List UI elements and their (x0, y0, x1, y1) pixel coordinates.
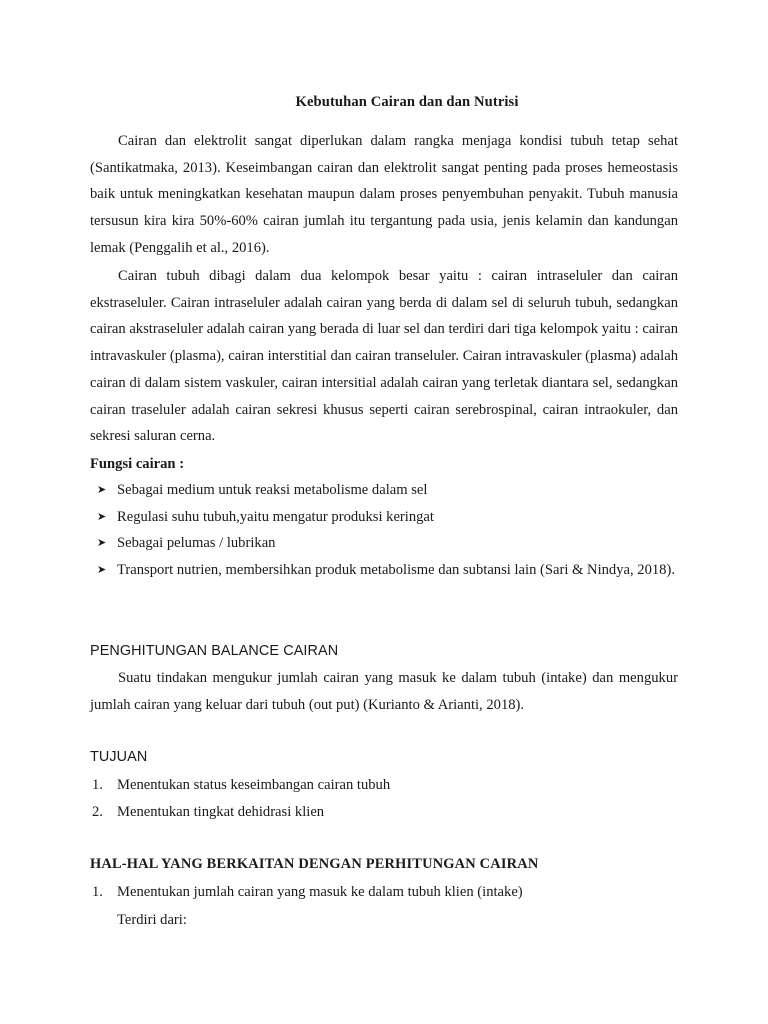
arrow-bullet-icon: ➤ (97, 564, 107, 577)
list-item (90, 772, 678, 799)
hal-subtext: Terdiri dari: (117, 912, 187, 928)
list-item-text: Sebagai pelumas / lubrikan (117, 535, 276, 552)
arrow-bullet-icon: ➤ (97, 537, 107, 550)
balance-paragraph: Suatu tindakan mengukur jumlah cairan yang masuk ke dalam tubuh (intake) dan mengukur jumlah cairan yang keluar dari tubuh (out put) (Kurianto & Arianti, 2018). (90, 670, 678, 713)
list-item (90, 879, 678, 906)
list-item (90, 557, 678, 584)
list-item-text: Menentukan status keseimbangan cairan tubuh (117, 777, 391, 793)
list-number: 1. (92, 777, 103, 793)
tujuan-heading: TUJUAN (90, 749, 148, 765)
paragraph-body-fluids: Cairan tubuh dibagi dalam dua kelompok besar yaitu : cairan intraseluler dan cairan ekstraseluler. Cairan intraseluler adalah cairan yang berda di dalam sel di seluruh tubuh, sedangkan cairan akstraseluler adalah cairan yang berada di luar sel dan terdiri dari tiga kelompok yaitu : cairan intravaskuler (plasma), cairan interstitial dan cairan transeluler. Cairan intravaskuler (plasma) adalah cairan di dalam sistem vaskuler, cairan intersitial adalah cairan yang terletak diantara sel, sedangkan cairan traseluler adalah cairan sekresi khusus seperti cairan serebrospinal, cairan intraokuler, dan sekresi saluran cerna. (90, 268, 678, 445)
arrow-bullet-icon: ➤ (97, 510, 107, 523)
list-item (90, 504, 678, 531)
list-item-text: Menentukan tingkat dehidrasi klien (117, 803, 325, 820)
hal-heading: HAL-HAL YANG BERKAITAN DENGAN PERHITUNGAN CAIRAN (90, 856, 539, 872)
document-title: Kebutuhan Cairan dan dan Nutrisi (295, 94, 519, 110)
list-item-text: Sebagai medium untuk reaksi metabolisme dalam sel (117, 482, 428, 498)
hal-list (90, 879, 678, 906)
list-item-text: Menentukan jumlah cairan yang masuk ke dalam tubuh klien (intake) (117, 884, 523, 900)
list-item-text: Transport nutrien, membersihkan produk metabolisme dan subtansi lain (Sari & Nindya, 2018). (117, 562, 675, 579)
tujuan-list (90, 772, 678, 825)
list-item (90, 799, 678, 826)
fungsi-heading: Fungsi cairan : (90, 456, 185, 472)
list-number: 2. (92, 803, 103, 820)
balance-heading: PENGHITUNGAN BALANCE CAIRAN (90, 643, 339, 659)
list-item-text: Regulasi suhu tubuh,yaitu mengatur produksi keringat (117, 508, 434, 525)
list-item (90, 477, 678, 504)
list-item (90, 530, 678, 557)
list-number: 1. (92, 884, 103, 900)
fungsi-list (90, 477, 678, 584)
arrow-bullet-icon: ➤ (97, 484, 107, 496)
paragraph-intro: Cairan dan elektrolit sangat diperlukan dalam rangka menjaga kondisi tubuh tetap sehat (Santikatmaka, 2013). Keseimbangan cairan dan elektrolit sangat penting pada proses hemeostasis baik untuk meningkatkan kesehatan maupun dalam proses penyembuhan penyakit. Tubuh manusia tersusun kira kira 50%-60% cairan jumlah itu tergantung pada usia, jenis kelamin dan kandungan lemak (Penggalih et al., 2016). (90, 133, 678, 256)
